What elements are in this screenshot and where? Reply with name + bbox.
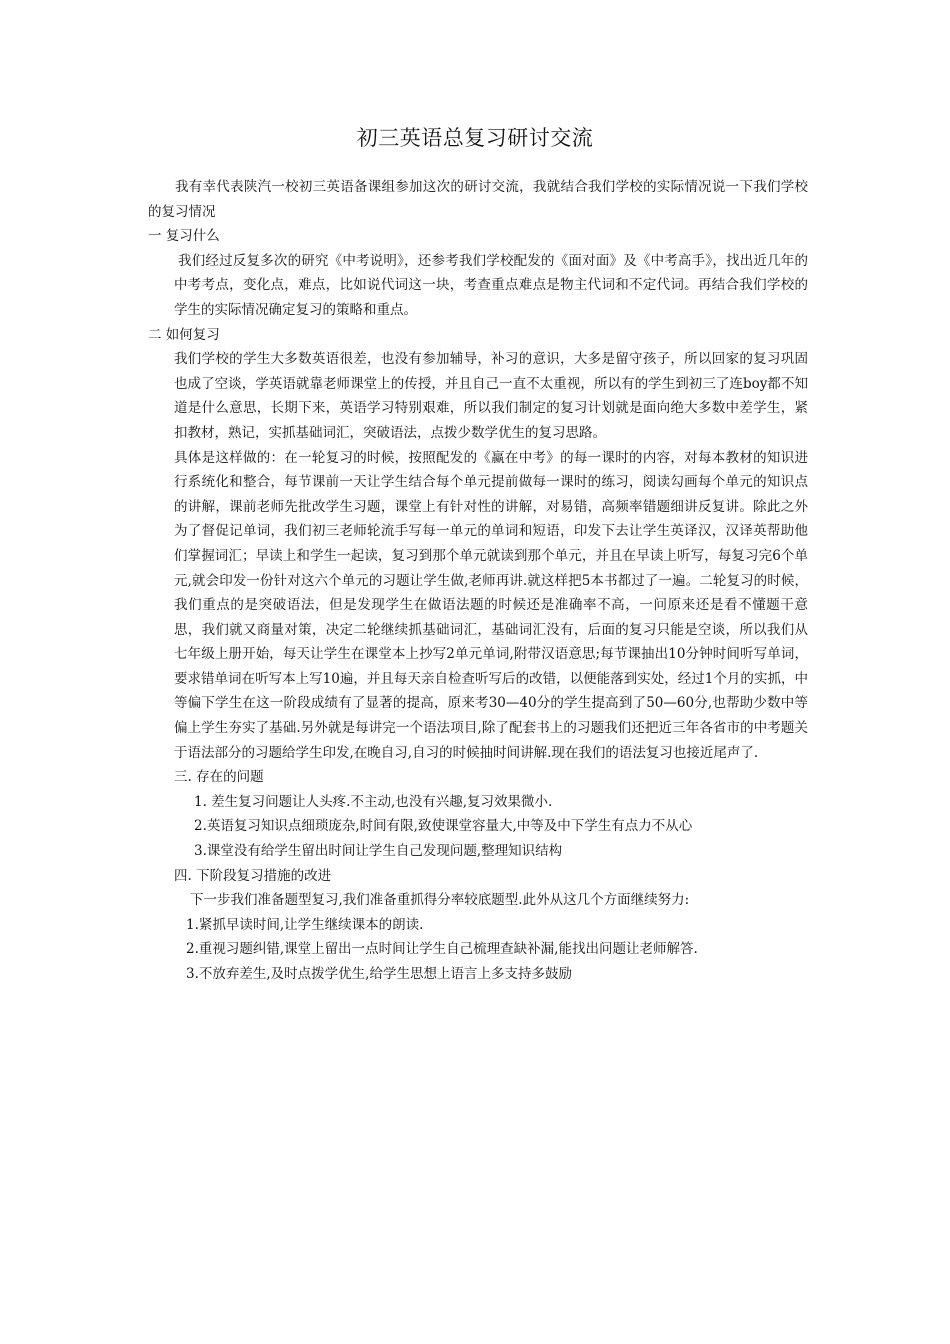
section-4-item-2: 2.重视习题纠错,课堂上留出一点时间让学生自己梳理查缺补漏,能找出问题让老师解答.: [186, 941, 698, 958]
section-1-heading: 一 复习什么: [148, 228, 220, 245]
section-4-heading: 四. 下阶段复习措施的改进: [174, 867, 332, 884]
section-4-intro: 下一步我们准备题型复习,我们准备重抓得分率较底题型.此外从这几个方面继续努力:: [190, 892, 690, 909]
section-3-item-2: 2.英语复习知识点细琐庞杂,时间有限,致使课堂容量大,中等及中下学生有点力不从心: [194, 818, 693, 835]
section-3-heading: 三. 存在的问题: [174, 769, 264, 786]
intro-paragraph: 我有幸代表陕汽一校初三英语备课组参加这次的研讨交流，我就结合我们学校的实际情况说一下我们学校的复习情况: [148, 179, 808, 220]
section-3-item-3: 3.课堂没有给学生留出时间让学生自己发现问题,整理知识结构: [194, 843, 563, 860]
document-title: 初三英语总复习研讨交流: [356, 126, 594, 150]
section-2-paragraph-1: 我们学校的学生大多数英语很差，也没有参加辅导，补习的意识，大多是留守孩子，所以回家的复习巩固也成了空谈，学英语就靠老师课堂上的传授，并且自己一直不太重视，所以有的学生到初三了连boy都不知道是什么意思，长期下来，英语学习特别艰难，所以我们制定的复习计划就是面向绝大多数中差学生，紧扣教材，熟记，实抓基础词汇，突破语法，点拨少数学优生的复习思路。: [174, 351, 808, 441]
section-4-item-1: 1.紧抓早读时间,让学生继续课本的朗读.: [186, 916, 424, 933]
section-2-paragraph-2: 具体是这样做的：在一轮复习的时候，按照配发的《赢在中考》的每一课时的内容，对每本教材的知识进行系统化和整合，每节课前一天让学生结合每个单元提前做每一课时的练习，阅读勾画每个单元的知识点的讲解，课前老师先批改学生习题，课堂上有针对性的讲解，对易错，高频率错题细讲反复讲。除此之外为了督促记单词，我们初三老师轮流手写每一单元的单词和短语，印发下去让学生英译汉，汉译英帮助他们掌握词汇；早读上和学生一起读，复习到那个单元就读到那个单元，并且在早读上听写，每复习完6个单元,就会印发一份针对这六个单元的习题让学生做,老师再讲.就这样把5本书都过了一遍。二轮复习的时候，我们重点的是突破语法，但是发现学生在做语法题的时候还是准确率不高，一问原来还是看不懂题干意思，我们就又商量对策，决定二轮继续抓基础词汇，基础词汇没有，后面的复习只能是空谈，所以我们从七年级上册开始，每天让学生在课堂本上抄写2单元单词,附带汉语意思;每节课抽出10分钟时间听写单词，要求错单词在听写本上写10遍，并且每天亲自检查听写后的改错，以便能落到实处，经过1个月的实抓，中等偏下学生在这一阶段成绩有了显著的提高，原来考30—40分的学生提高到了50—60分,也帮助少数中等偏上学生夯实了基础.另外就是每讲完一个语法项目,除了配套书上的习题我们还把近三年各省市的中考题关于语法部分的习题给学生印发,在晚自习,自习的时候抽时间讲解.现在我们的语法复习也接近尾声了.: [174, 449, 808, 761]
section-3-item-1: 1. 差生复习问题让人头疼.不主动,也没有兴趣,复习效果微小.: [194, 793, 553, 810]
document-body: [148, 175, 808, 987]
section-2-heading: 二 如何复习: [148, 326, 220, 343]
section-4-item-3: 3.不放弃差生,及时点拨学优生,给学生思想上语言上多支持多鼓励: [186, 966, 572, 982]
section-1-body: 我们经过反复多次的研究《中考说明》，还参考我们学校配发的《面对面》及《中考高手》，找出近几年的中考考点，变化点，难点，比如说代词这一块，考查重点难点是物主代词和不定代词。再结合我们学校的学生的实际情况确定复习的策略和重点。: [174, 252, 808, 318]
